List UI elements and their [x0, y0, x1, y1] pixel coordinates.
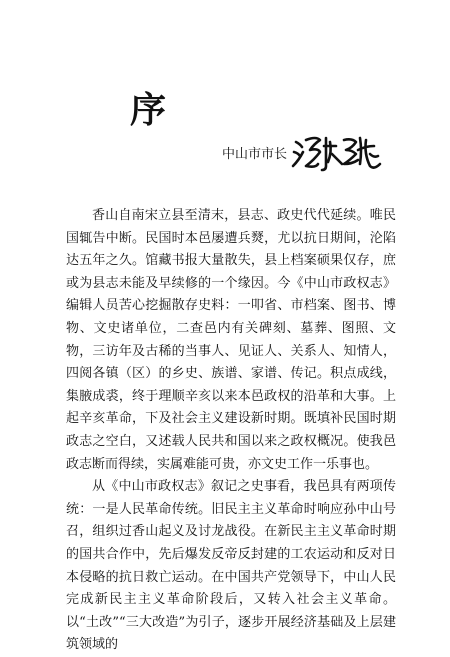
handwritten-signature [290, 132, 385, 174]
preface-body [66, 205, 396, 657]
page-title: 序 [130, 89, 169, 131]
author-role: 中山市市长 [222, 147, 288, 162]
paragraph-1: 香山自南宋立县至清末，县志、政史代代延续。唯民国辄告中断。民国时本邑屡遭兵燹，尤以抗日期间，沦陷达五年之久。馆藏书报大量散失，县上档案硕果仅存，庶或为县志未能及早续修的一个缘因。今《中山市政权志》编辑人员苦心挖掘散存史料：一叩省、市档案、图书、博物、文史诸单位，二查邑内有关碑刻、墓葬、图照、文物，三访年及古稀的当事人、见证人、关系人、知情人，四阅各镇（区）的乡史、族谱、家谱、传记。积点成线，集腋成裘，终于理顺辛亥以来本邑政权的沿革和大事。上起辛亥革命，下及社会主义建设新时期。既填补民国时期政志之空白，又述载人民共和国以来之政权概况。使我邑政志断而得续，实属难能可贵，亦文史工作一乐事也。 [66, 208, 396, 472]
paragraph-2: 从《中山市政权志》叙记之史事看，我邑具有两项传统：一是人民革命传统。旧民主主义革命时响应孙中山号召，组织过香山起义及讨龙战役。在新民主主义革命时期的国共合作中，先后爆发反帝反封建的工农运动和反对日本侵略的抗日救亡运动。在中国共产党领导下，中山人民完成新民主主义革命阶段后，又转入社会主义革命。以“土改”“三大改造”为引子，逐步开展经济基础及上层建筑领域的 [66, 479, 396, 653]
